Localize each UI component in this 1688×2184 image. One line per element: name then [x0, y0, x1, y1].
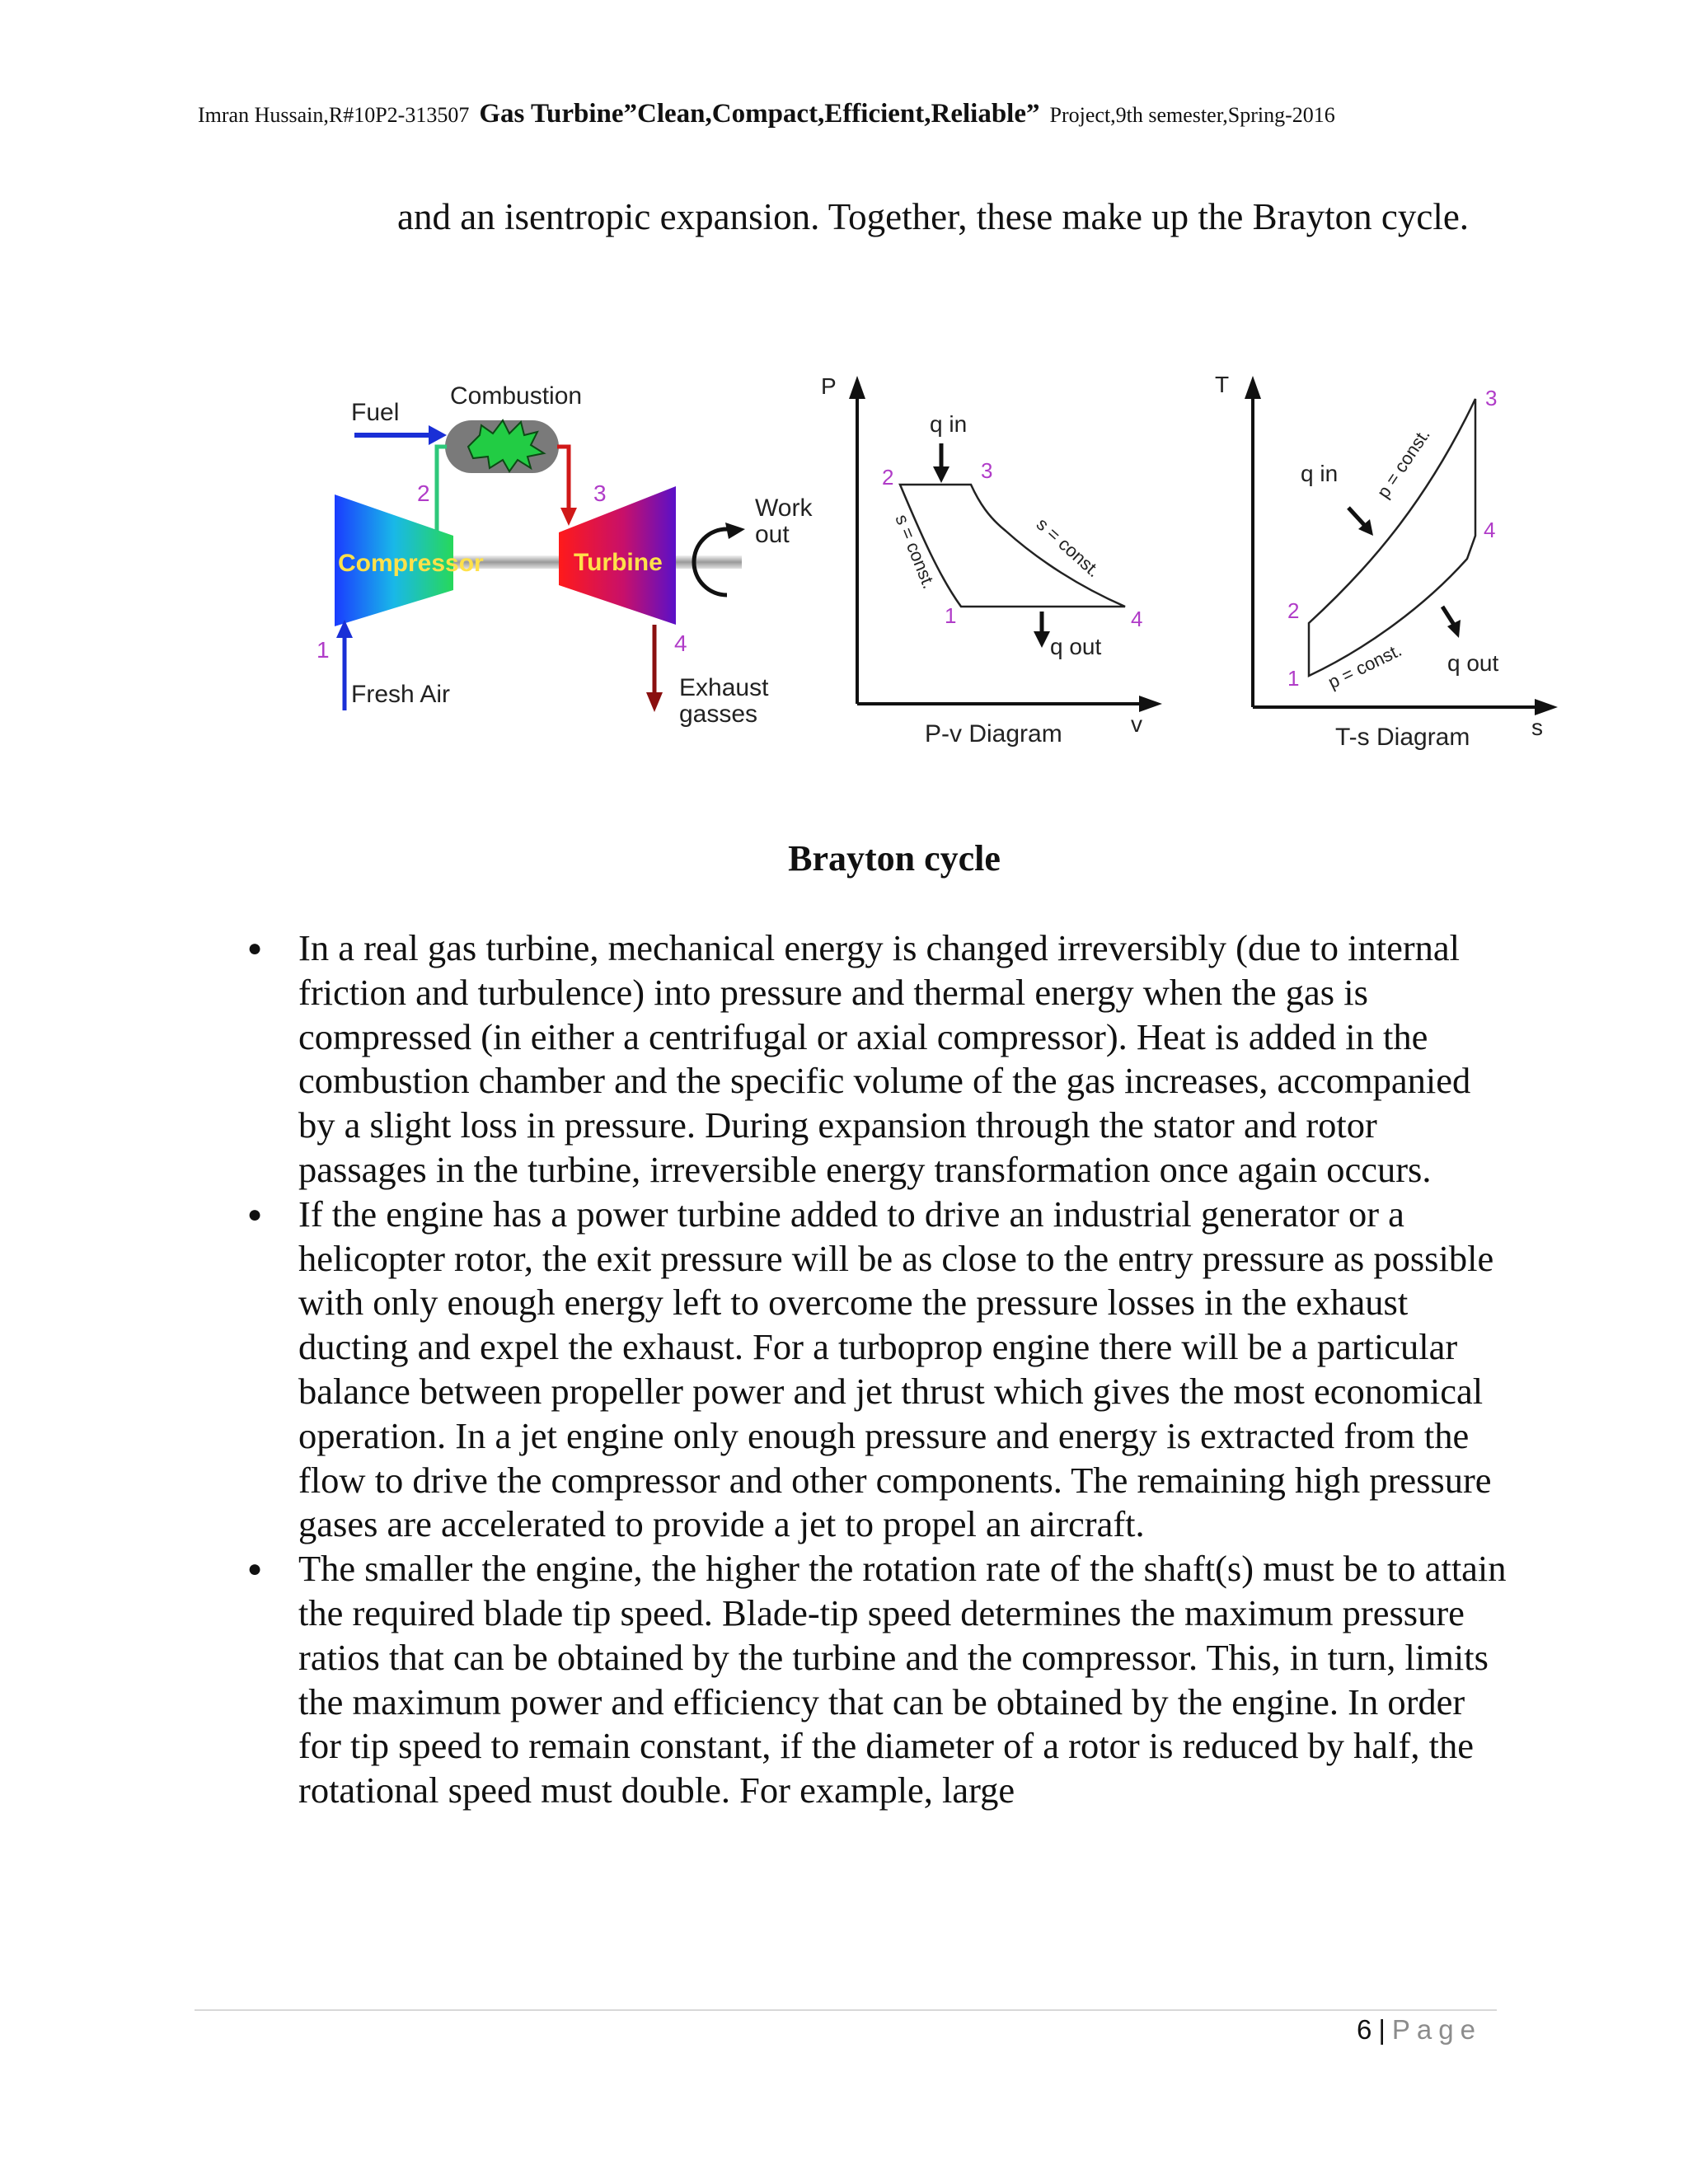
turbine-label: Turbine — [574, 549, 663, 576]
pv-diagram — [821, 373, 1162, 748]
pv-point-3: 3 — [981, 458, 993, 483]
combustion-label: Combustion — [450, 382, 583, 410]
brayton-figure-svg — [305, 363, 1566, 775]
station-4-label: 4 — [674, 630, 687, 656]
pv-cycle-path — [900, 485, 1125, 607]
work-out-label-2: out — [755, 521, 790, 548]
ts-point-1: 1 — [1287, 666, 1300, 691]
ts-cycle-path — [1309, 399, 1475, 676]
exhaust-label-1: Exhaust — [679, 674, 769, 701]
pv-q-in-label: q in — [930, 411, 968, 437]
fresh-air-label: Fresh Air — [351, 681, 451, 708]
footer-separator: | — [1378, 2014, 1386, 2045]
pv-point-1: 1 — [945, 603, 957, 628]
bullet-dot: ● — [247, 1200, 263, 1228]
ts-y-axis-label: T — [1215, 372, 1230, 397]
pv-q-out-arrow-head — [1034, 631, 1050, 648]
ts-x-axis-label: s — [1531, 715, 1543, 740]
pv-s-const-left: s = const. — [891, 511, 940, 592]
bullet-list — [246, 926, 1507, 1813]
bullet-dot: ● — [247, 935, 263, 962]
compressor-outlet-line — [437, 447, 447, 532]
ts-point-3: 3 — [1485, 386, 1498, 410]
ts-y-axis-arrow — [1245, 376, 1261, 399]
ts-title: T-s Diagram — [1335, 724, 1470, 751]
header-project: Project,9th semester,Spring-2016 — [1049, 103, 1335, 127]
pv-title: P-v Diagram — [925, 720, 1062, 748]
bullet-item — [246, 1193, 1507, 1547]
page-number: 6 — [1356, 2014, 1372, 2045]
ts-q-out-arrow-line — [1442, 607, 1454, 625]
fuel-label: Fuel — [351, 399, 400, 426]
pv-q-out-label: q out — [1050, 634, 1102, 659]
pv-y-axis-arrow — [849, 376, 865, 399]
station-2-label: 2 — [417, 480, 430, 506]
bullet-text: If the engine has a power turbine added to drive an industrial generator or a helicopter rotor, the exit pressure will be as close to the entry pressure as possible with only enough energy left to overcome the pressure losses in the exhaust ducting and expel the exhaust. For a turboprop engine there will be a particular balance between propeller power and jet thrust which gives the most economical operation. In a jet engine only enough pressure and energy is extracted from the flow to drive the compressor and other components. The remaining high pressure gases are accelerated to provide a jet to propel an aircraft. — [298, 1193, 1494, 1545]
page-header — [198, 99, 1517, 129]
ts-p-const-upper: p = const. — [1372, 424, 1434, 502]
exhaust-arrow-head — [646, 692, 663, 712]
bullet-dot: ● — [247, 1555, 263, 1583]
turbine-inlet-line — [557, 447, 569, 511]
page-word: Page — [1391, 2014, 1482, 2045]
pv-x-axis-label: v — [1131, 711, 1142, 737]
work-out-label-1: Work — [755, 494, 813, 522]
header-author: Imran Hussain,R#10P2-313507 — [198, 103, 470, 127]
pv-s-const-right: s = const. — [1032, 513, 1104, 582]
work-out-arrow-head — [725, 523, 745, 539]
exhaust-label-2: gasses — [679, 701, 758, 728]
ts-x-axis-arrow — [1535, 699, 1558, 715]
pv-q-in-arrow-head — [933, 466, 950, 483]
pv-point-2: 2 — [882, 465, 894, 490]
ts-diagram — [1215, 372, 1558, 751]
header-title: Gas Turbine”Clean,Compact,Efficient,Reliable” — [479, 99, 1040, 129]
ts-q-out-label: q out — [1447, 650, 1499, 676]
turbine-inlet-arrow-head — [560, 508, 577, 526]
ts-q-in-label: q in — [1301, 461, 1339, 486]
intro-paragraph: and an isentropic expansion. Together, these make up the Brayton cycle. — [397, 196, 1470, 237]
pv-y-axis-label: P — [821, 373, 837, 399]
footer-divider — [195, 2009, 1497, 2011]
pv-point-4: 4 — [1131, 607, 1143, 631]
page-footer — [1357, 2014, 1482, 2046]
ts-point-4: 4 — [1484, 518, 1496, 542]
figure-caption: Brayton cycle — [788, 838, 1001, 879]
brayton-figure — [305, 363, 1566, 775]
bullet-item — [246, 926, 1507, 1193]
compressor-label: Compressor — [338, 550, 484, 577]
bullet-text: In a real gas turbine, mechanical energy is changed irreversibly (due to internal friction and turbulence) into pressure and thermal energy when the gas is compressed (in either a centrifugal or axial compressor). Heat is added in the combustion chamber and the specific volume of the gas increases, accompanied by a slight loss in pressure. During expansion through the stator and rotor passages in the turbine, irreversible energy transformation once again occurs. — [298, 927, 1471, 1190]
station-3-label: 3 — [593, 480, 607, 506]
pv-x-axis-arrow — [1139, 696, 1162, 712]
ts-p-const-lower: p = const. — [1325, 639, 1405, 693]
station-1-label: 1 — [316, 637, 330, 663]
fuel-arrow-head — [429, 425, 447, 445]
bullet-item — [246, 1547, 1507, 1813]
ts-point-2: 2 — [1287, 598, 1300, 623]
bullet-text: The smaller the engine, the higher the rotation rate of the shaft(s) must be to attain the required blade tip speed. Blade-tip speed determines the maximum pressure ratios that can be obtained by the turbine and the compressor. This, in turn, limits the maximum power and efficiency that can be obtained by the engine. In order for tip speed to remain constant, if the diameter of a rotor is reduced by half, the rotational speed must double. For example, large — [298, 1548, 1507, 1811]
